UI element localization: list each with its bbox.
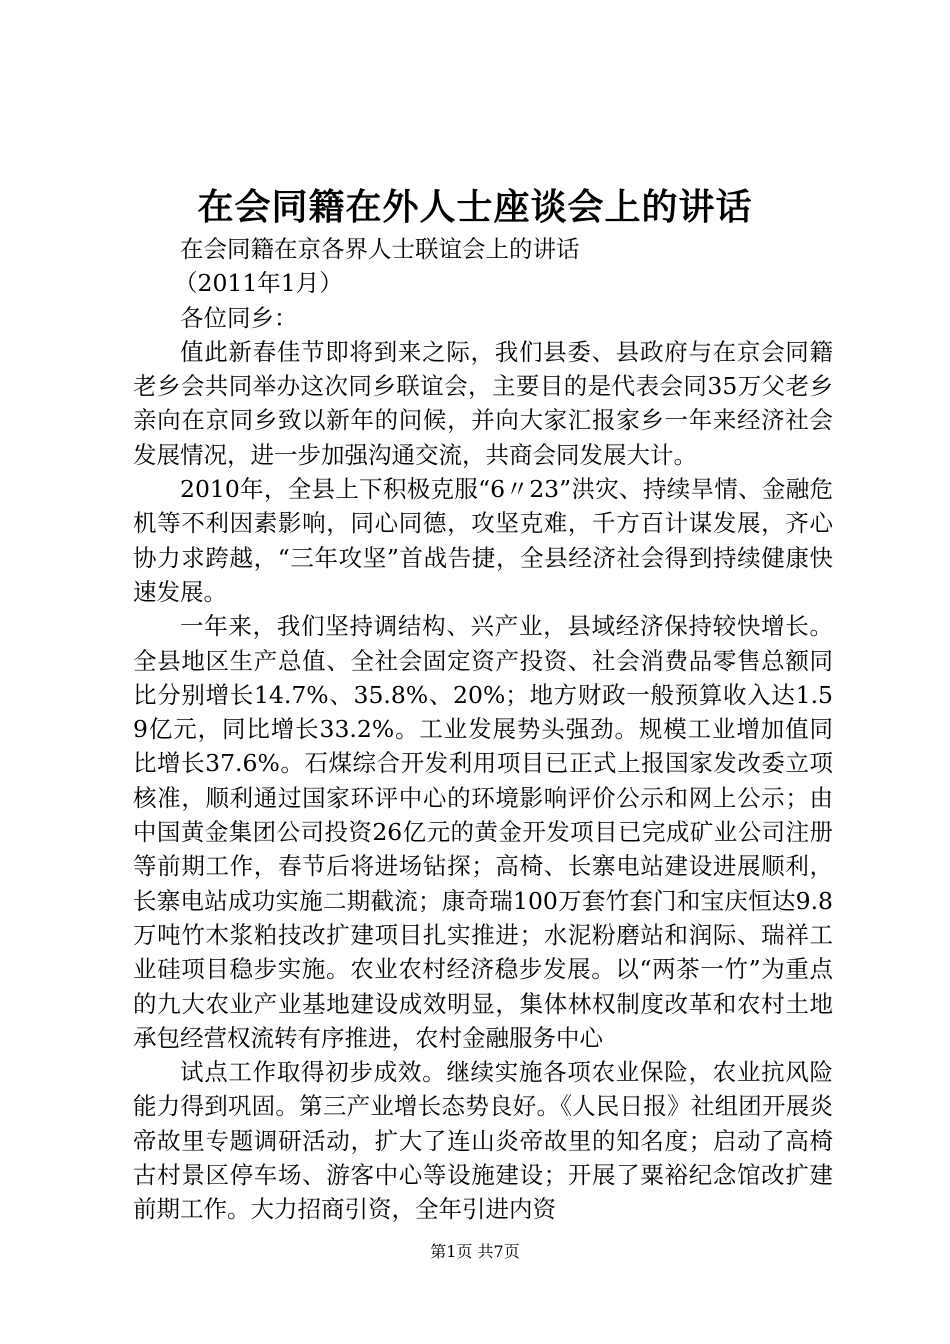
page-title: 在会同籍在外人士座谈会上的讲话	[197, 187, 753, 228]
speech-subtitle: 在会同籍在京各界人士联谊会上的讲话	[180, 235, 580, 263]
salutation: 各位同乡：	[180, 303, 298, 332]
paragraph-3: 一年来，我们坚持调结构、兴产业，县域经济保持较快增长。全县地区生产总值、全社会固定资产投资、社会消费品零售总额同比分别增长14.7%、35.8%、20%；地方财政一般预算收入达1.59亿元，同比增长33.2%。工业发展势头强劲。规模工业增加值同比增长37.6%。石煤综合开发利用项目已正式上报国家发改委立项核准，顺利通过国家环评中心的环境影响评价公示和网上公示；由中国黄金集团公司投资26亿元的黄金开发项目已完成矿业公司注册等前期工作，春节后将进场钻探；高椅、长寨电站建设进展顺利，长寨电站成功实施二期截流；康奇瑞100万套竹套门和宝庆恒达9.8万吨竹木浆粕技改扩建项目扎实推进；水泥粉磨站和润际、瑞祥工业硅项目稳步实施。农业农村经济稳步发展。以“两茶一竹”为重点的九大农业产业基地建设成效明显，集体林权制度改革和农村土地承包经营权流转有序推进，农村金融服务中心	[133, 612, 833, 1052]
speech-date: （2011年1月）	[174, 269, 343, 298]
page-footer: 第1页 共7页	[430, 1242, 520, 1261]
paragraph-2: 2010年，全县上下积极克服“6〃23”洪灾、持续旱情、金融危机等不利因素影响，同心同德，攻坚克难，千方百计谋发展，齐心协力求跨越，“三年攻坚”首战告捷，全县经济社会得到持续健康快速发展。	[133, 475, 833, 606]
paragraph-1: 值此新春佳节即将到来之际，我们县委、县政府与在京会同籍老乡会共同举办这次同乡联谊会，主要目的是代表会同35万父老乡亲向在京同乡致以新年的问候，并向大家汇报家乡一年来经济社会发展情况，进一步加强沟通交流，共商会同发展大计。	[133, 337, 833, 469]
document-body	[133, 232, 833, 1227]
paragraph-4: 试点工作取得初步成效。继续实施各项农业保险，农业抗风险能力得到巩固。第三产业增长态势良好。《人民日报》社组团开展炎帝故里专题调研活动，扩大了连山炎帝故里的知名度；启动了高椅古村景区停车场、游客中心等设施建设；开展了粟裕纪念馆改扩建前期工作。大力招商引资，全年引进内资	[133, 1058, 833, 1224]
